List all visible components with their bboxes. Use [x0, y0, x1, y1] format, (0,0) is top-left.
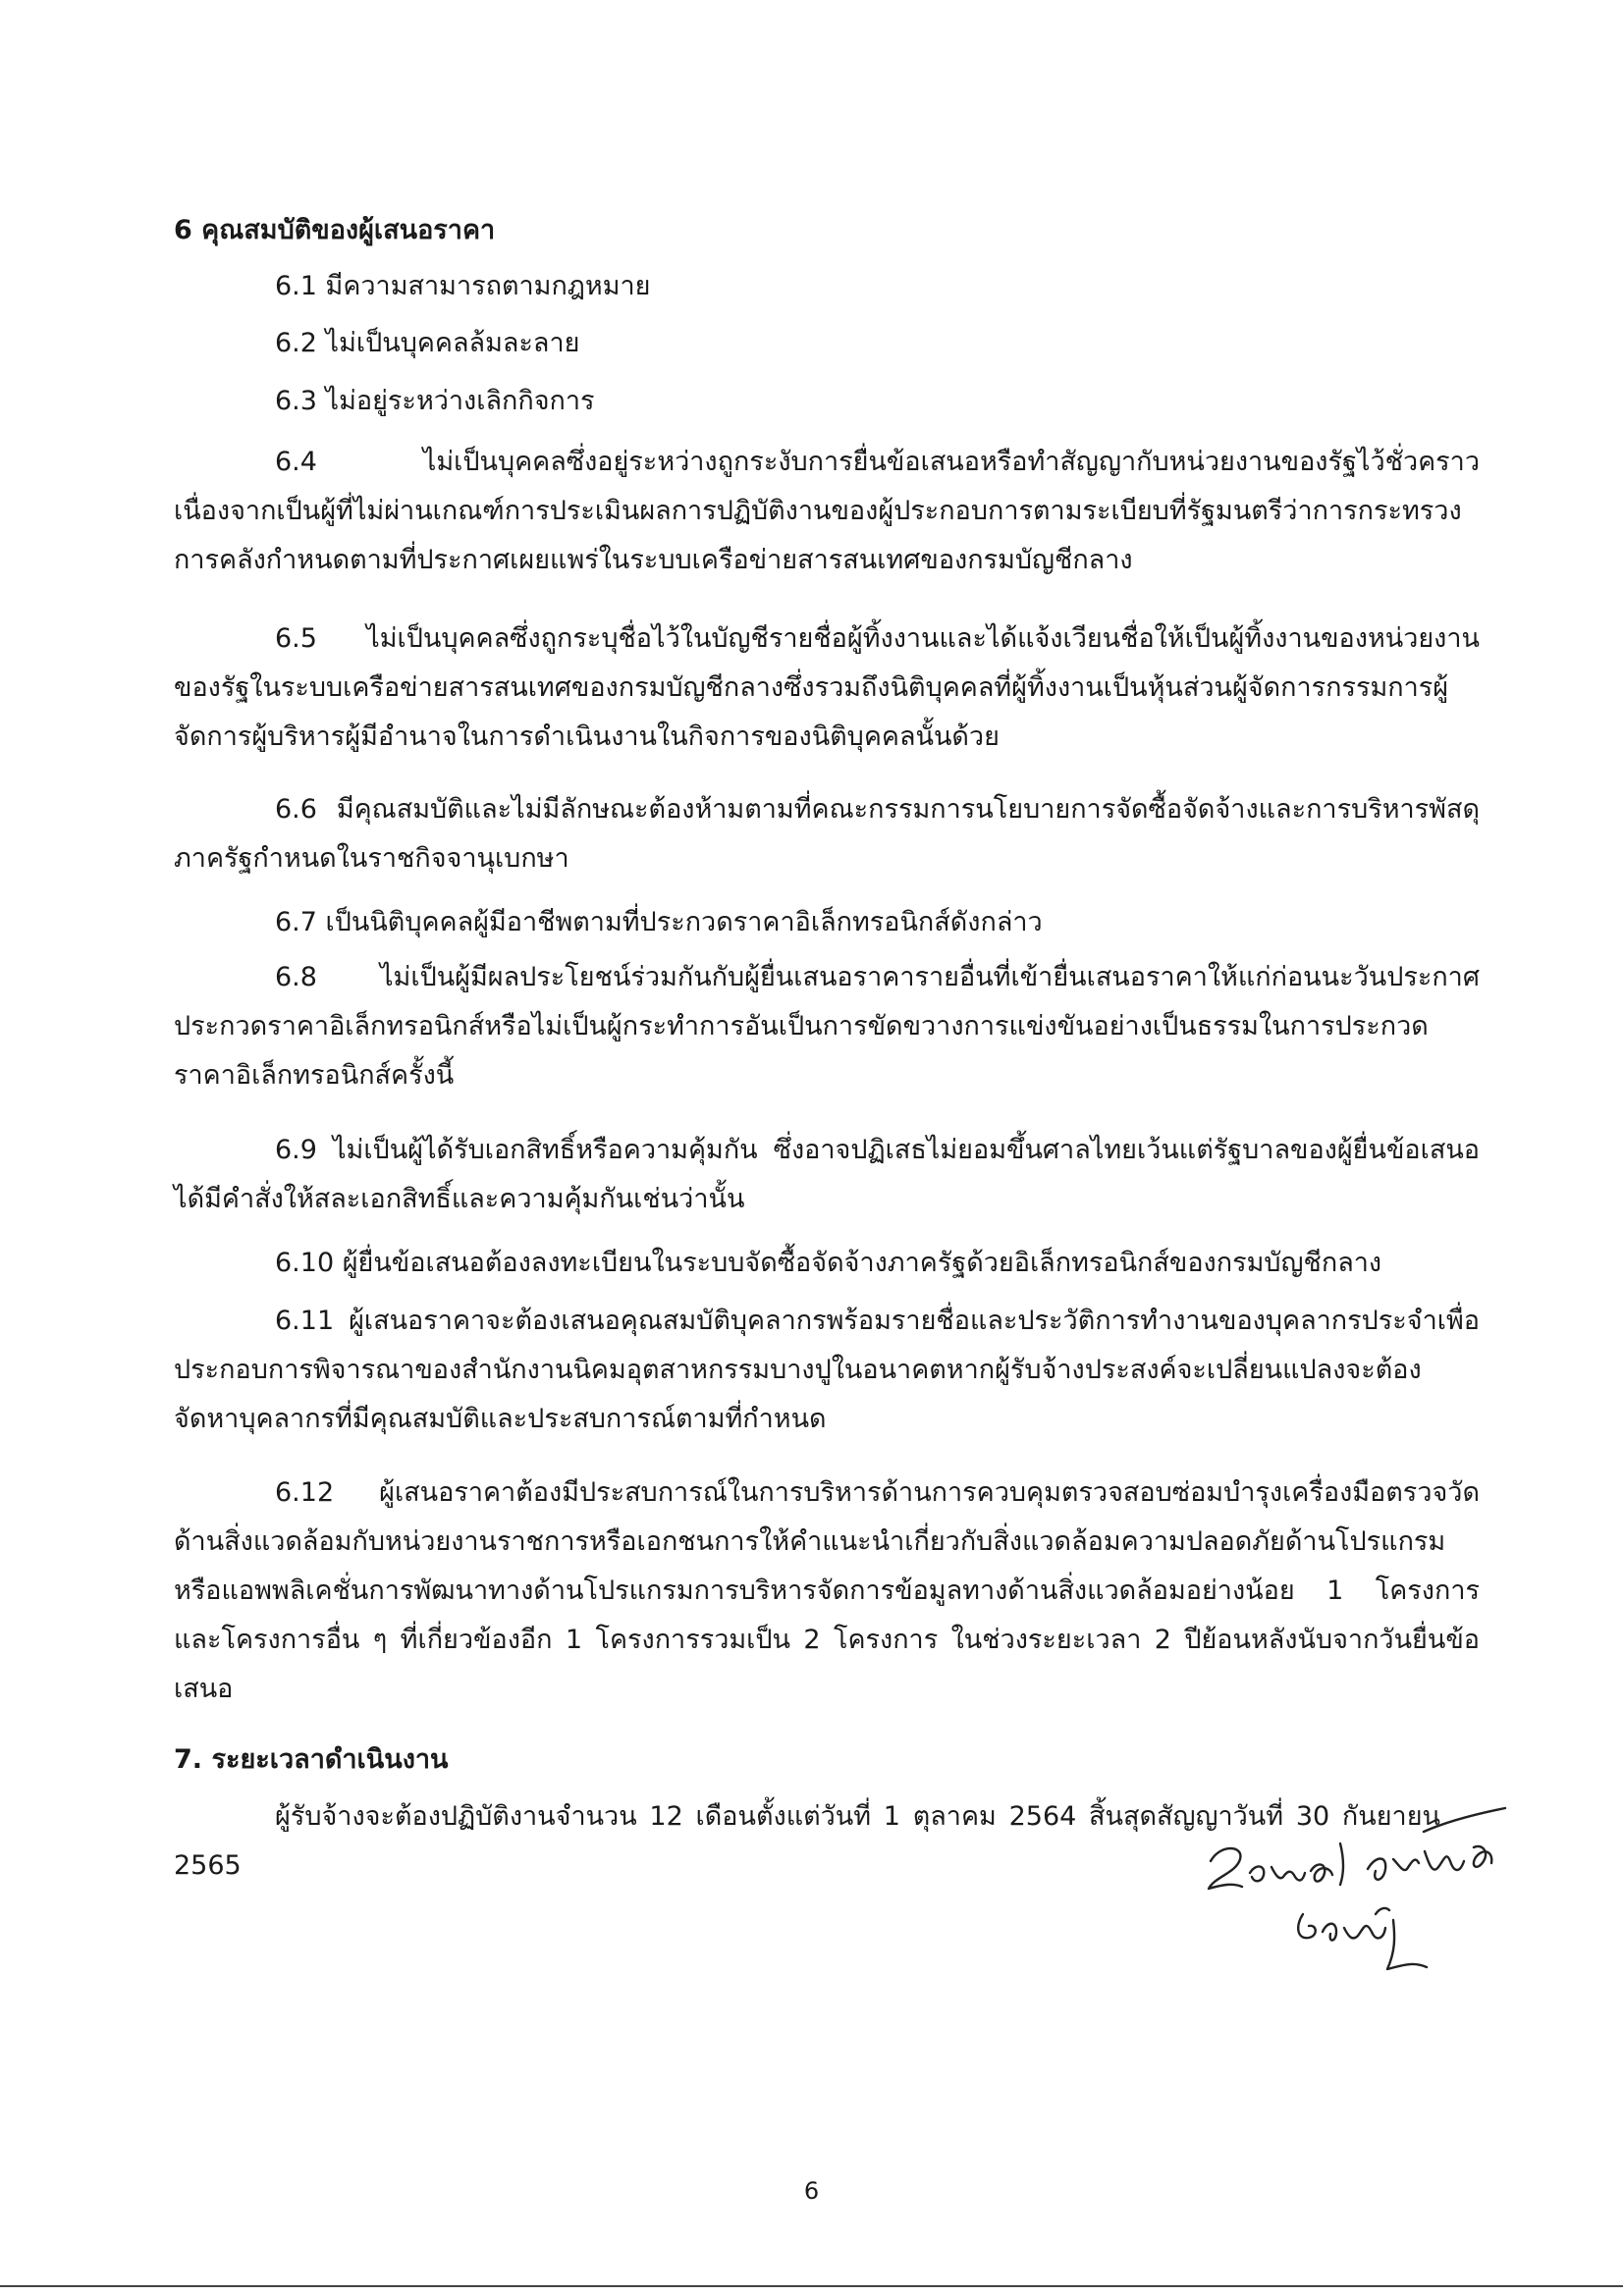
- clause-6-7: 6.7 เป็นนิติบุคคลผู้มีอาชีพตามที่ประกวดราคาอิเล็กทรอนิกส์ดังกล่าว: [275, 907, 1043, 937]
- clause-6-9: 6.9 ไม่เป็นผู้ได้รับเอกสิทธิ์หรือความคุ้มกัน ซึ่งอาจปฏิเสธไม่ยอมขึ้นศาลไทยเว้นแต่รัฐบาลของผู้ยื่นข้อเสนอได้มีคำสั่งให้สละเอกสิทธิ์และความคุ้มกันเช่นว่านั้น: [174, 1135, 1480, 1214]
- clause-6-12: 6.12 ผู้เสนอราคาต้องมีประสบการณ์ในการบริหารด้านการควบคุมตรวจสอบซ่อมบำรุงเครื่องมือตรวจวัดด้านสิ่งแวดล้อมกับหน่วยงานราชการหรือเอกชนการให้คำแนะนำเกี่ยวกับสิ่งแวดล้อมความปลอดภัยด้านโปรแกรมหรือแอพพลิเคชั่นการพัฒนาทางด้านโปรแกรมการบริหารจัดการข้อมูลทางด้านสิ่งแวดล้อมอย่างน้อย 1 โครงการและโครงการอื่น ๆ ที่เกี่ยวข้องอีก 1 โครงการรวมเป็น 2 โครงการ ในช่วงระยะเวลา 2 ปีย้อนหลังนับจากวันยื่นข้อเสนอ: [174, 1477, 1480, 1704]
- clause-6-6: 6.6 มีคุณสมบัติและไม่มีลักษณะต้องห้ามตามที่คณะกรรมการนโยบายการจัดซื้อจัดจ้างและการบริหารพัสดุภาครัฐกำหนดในราชกิจจานุเบกษา: [174, 794, 1480, 874]
- handwritten-signature: [1193, 1804, 1517, 1991]
- clause-6-10: 6.10 ผู้ยื่นข้อเสนอต้องลงทะเบียนในระบบจัดซื้อจัดจ้างภาครัฐด้วยอิเล็กทรอนิกส์ของกรมบัญชีกลาง: [275, 1248, 1382, 1278]
- section-6-heading: 6 คุณสมบัติของผู้เสนอราคา: [174, 215, 496, 245]
- clause-6-1: 6.1 มีความสามารถตามกฎหมาย: [275, 271, 651, 301]
- page-number: 6: [803, 2177, 820, 2205]
- clause-6-3: 6.3 ไม่อยู่ระหว่างเลิกกิจการ: [275, 386, 595, 416]
- clause-6-2: 6.2 ไม่เป็นบุคคลล้มละลาย: [275, 328, 580, 358]
- section-7-body: ผู้รับจ้างจะต้องปฏิบัติงานจำนวน 12 เดือนตั้งแต่วันที่ 1 ตุลาคม 2564 สิ้นสุดสัญญาวันที่ 30 กันยายน 2565: [174, 1801, 1440, 1881]
- clause-6-11: 6.11 ผู้เสนอราคาจะต้องเสนอคุณสมบัติบุคลากรพร้อมรายชื่อและประวัติการทำงานของบุคลากรประจำเพื่อประกอบการพิจารณาของสำนักงานนิคมอุตสาหกรรมบางปูในอนาคตหากผู้รับจ้างประสงค์จะเปลี่ยนแปลงจะต้องจัดหาบุคลากรที่มีคุณสมบัติและประสบการณ์ตามที่กำหนด: [174, 1306, 1480, 1434]
- clause-6-8: 6.8 ไม่เป็นผู้มีผลประโยชน์ร่วมกันกับผู้ยื่นเสนอราคารายอื่นที่เข้ายื่นเสนอราคาให้แก่ก่อนนะวันประกาศประกวดราคาอิเล็กทรอนิกส์หรือไม่เป็นผู้กระทำการอันเป็นการขัดขวางการแข่งขันอย่างเป็นธรรมในการประกวดราคาอิเล็กทรอนิกส์ครั้งนี้: [174, 962, 1480, 1091]
- bottom-rule: [0, 2285, 1623, 2287]
- clause-6-4: 6.4 ไม่เป็นบุคคลซึ่งอยู่ระหว่างถูกระงับการยื่นข้อเสนอหรือทำสัญญากับหน่วยงานของรัฐไว้ชั่วคราว เนื่องจากเป็นผู้ที่ไม่ผ่านเกณฑ์การประเมินผลการปฏิบัติงานของผู้ประกอบการตามระเบียบที่รัฐมนตรีว่าการกระทรวงการคลังกำหนดตามที่ประกาศเผยแพร่ในระบบเครือข่ายสารสนเทศของกรมบัญชีกลาง: [174, 447, 1480, 575]
- section-7-heading: 7. ระยะเวลาดำเนินงาน: [174, 1744, 449, 1775]
- clause-6-5: 6.5 ไม่เป็นบุคคลซึ่งถูกระบุชื่อไว้ในบัญชีรายชื่อผู้ทิ้งงานและได้แจ้งเวียนชื่อให้เป็นผู้ทิ้งงานของหน่วยงานของรัฐในระบบเครือข่ายสารสนเทศของกรมบัญชีกลางซึ่งรวมถึงนิติบุคคลที่ผู้ทิ้งงานเป็นหุ้นส่วนผู้จัดการกรรมการผู้จัดการผู้บริหารผู้มีอำนาจในการดำเนินงานในกิจการของนิติบุคคลนั้นด้วย: [174, 623, 1480, 752]
